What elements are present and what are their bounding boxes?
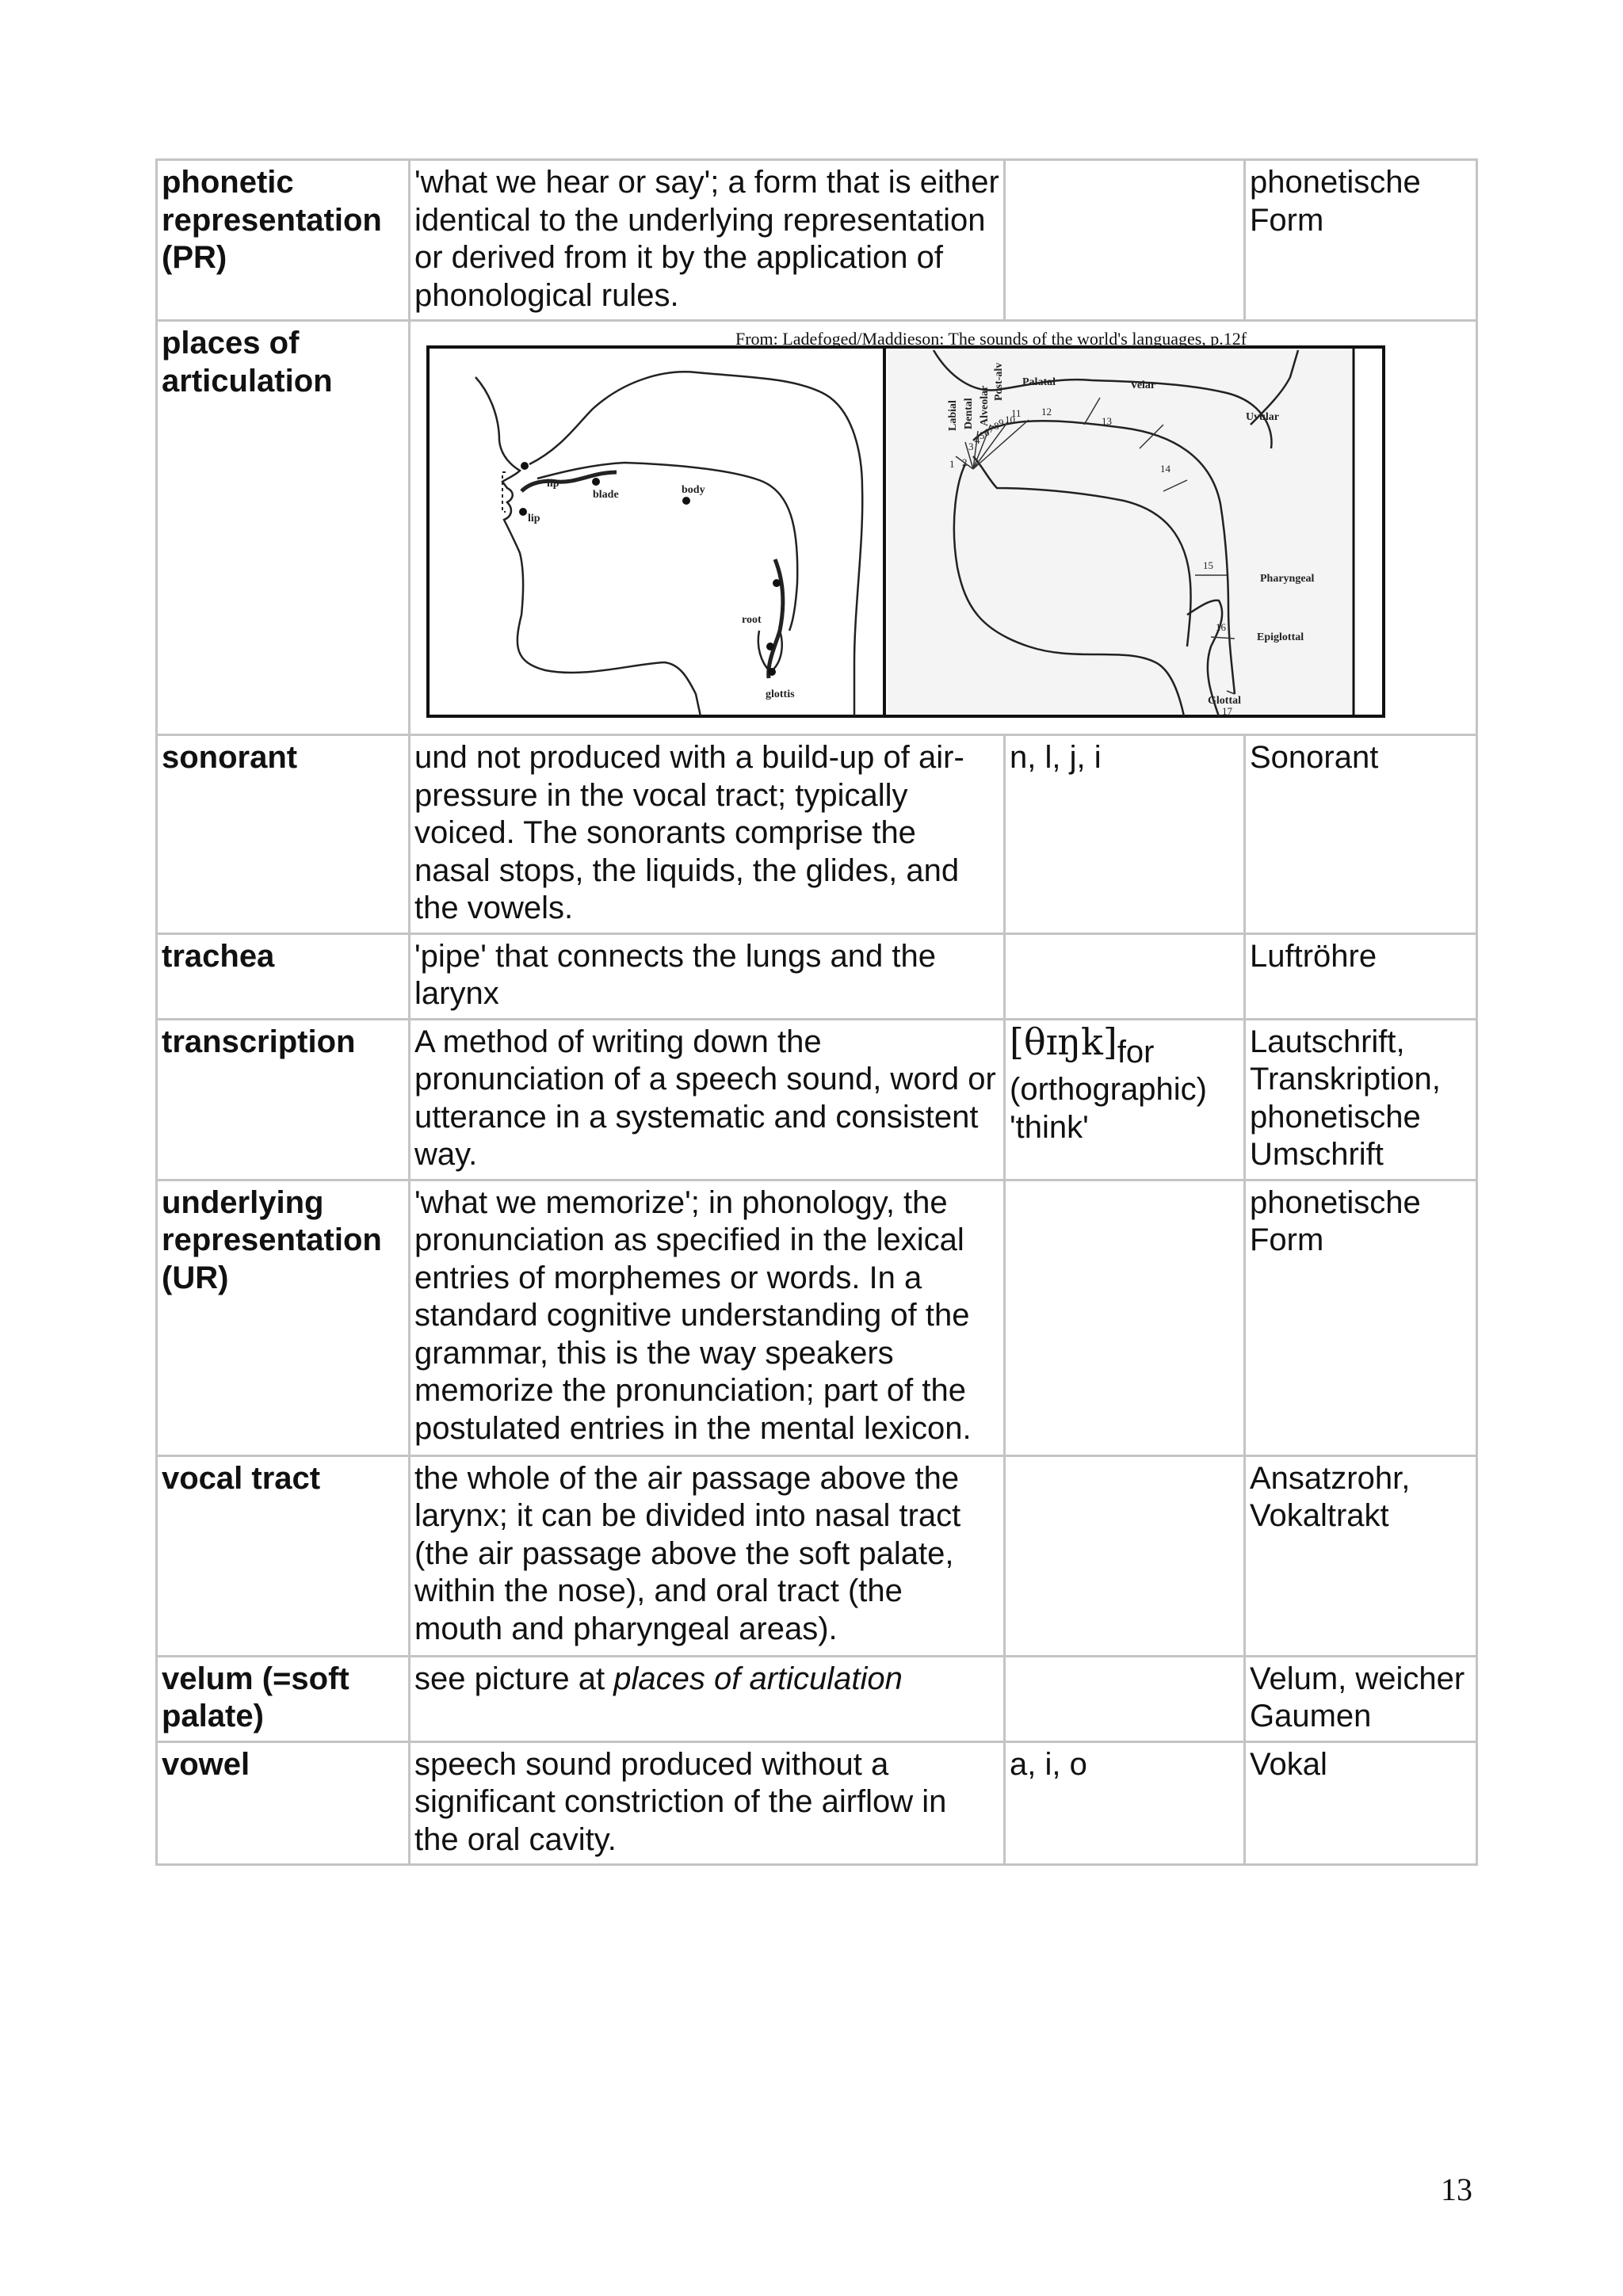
example-for: for [1117,1034,1155,1070]
figure-label: Palatal [1022,376,1056,388]
glossary-term: places of articulation [157,321,410,735]
glossary-term: underlying representation (UR) [157,1180,410,1455]
place-number: 3 [968,441,974,452]
glossary-example [1005,1019,1245,1180]
table-row [157,1656,1477,1741]
place-number: 11 [1011,407,1022,419]
glossary-definition [410,1656,1005,1741]
glossary-definition: 'what we memorize'; in phonology, the pronunciation as specified in the lexical entries of morphemes or words. In a standard cognitive understanding of the grammar, this is the way speakers memorize the pronunciation; part of the postulated entries in the mental lexicon. [410,1180,1005,1455]
figure-label: Labial [947,400,959,431]
definition-prefix: see picture at [414,1661,614,1696]
glossary-definition: speech sound produced without a significant constriction of the airflow in the oral cavity. [410,1741,1005,1865]
place-number: 7 [989,423,995,435]
glossary-table [155,158,1478,1866]
place-number: 16 [1216,621,1226,633]
table-row [157,735,1477,934]
glossary-definition: the whole of the air passage above the larynx; it can be divided into nasal tract (the air passage above the soft palate, within the nose), and oral tract (the mouth and pharyngeal areas). [410,1455,1005,1656]
lip-lower-dot [519,508,527,516]
table-row [157,1180,1477,1455]
glossary-definition: und not produced with a build-up of air-pressure in the vocal tract; typically voiced. The sonorants comprise the nasal stops, the liquids, the glides, and the vowels. [410,735,1005,934]
body-dot [682,497,690,505]
root-dot-lower [766,643,774,650]
figure-label: Alveolar [979,385,991,426]
place-number: 13 [1102,415,1112,427]
figure-label: glottis [766,688,795,700]
glossary-term: phonetic representation (PR) [157,160,410,321]
figure-label: blade [593,489,619,501]
place-number: 4 [975,434,980,446]
place-number: 15 [1203,559,1213,571]
glossary-german: phonetische Form [1245,160,1477,321]
glossary-german: Vokal [1245,1741,1477,1865]
table-row [157,1455,1477,1656]
glossary-example [1005,1656,1245,1741]
glossary-term: sonorant [157,735,410,934]
root-dot [773,579,781,587]
table-row [157,160,1477,321]
glossary-example [1005,1180,1245,1455]
glossary-german: phonetische Form [1245,1180,1477,1455]
glossary-term: velum (=soft palate) [157,1656,410,1741]
glossary-german: Sonorant [1245,735,1477,934]
figure-label: lip [528,513,540,524]
table-row [157,321,1477,735]
cross-reference: places of articulation [613,1661,903,1696]
glossary-term: transcription [157,1019,410,1180]
place-number: 9 [999,417,1004,429]
glossary-definition: 'pipe' that connects the lungs and the larynx [410,933,1005,1019]
example-orthographic: (orthographic) 'think' [1010,1072,1208,1145]
lip-upper-dot [521,462,529,470]
glossary-term: vocal tract [157,1455,410,1656]
place-number: 14 [1160,463,1170,475]
glossary-example: a, i, o [1005,1741,1245,1865]
figure-label: Uvular [1246,411,1279,423]
glossary-term: vowel [157,1741,410,1865]
glossary-german: Luftröhre [1245,933,1477,1019]
place-number: 8 [994,420,999,432]
places-of-articulation-figure-cell [410,321,1477,735]
place-number: 10 [1005,414,1015,425]
glossary-example [1005,1455,1245,1656]
blade-dot [592,478,600,486]
figure-label: Velar [1130,379,1156,391]
place-number: 12 [1041,406,1052,418]
figure-label: lip [547,478,559,490]
glossary-german: Velum, weicher Gaumen [1245,1656,1477,1741]
figure-label: root [742,614,762,626]
place-number: 17 [1222,705,1232,717]
glottis-dot [768,668,776,676]
left-head-profile [475,372,862,716]
figure-label: Glottal [1208,695,1241,707]
glossary-example [1005,160,1245,321]
glossary-german: Ansatzrohr, Vokaltrakt [1245,1455,1477,1656]
place-number: 5 [980,429,985,441]
figure-label: body [682,484,705,496]
ipa-transcription: [θɪŋk] [1010,1020,1117,1063]
glossary-definition: A method of writing down the pronunciation of a speech sound, word or utterance in a systematic and consistent way. [410,1019,1005,1180]
table-row [157,1741,1477,1865]
vocal-tract-diagram [426,345,1385,718]
page-number: 13 [1441,2172,1472,2207]
place-number: 1 [949,458,955,470]
figure-label: Post-alv [993,362,1005,401]
figure-label: Pharyngeal [1260,573,1315,585]
place-number: 2 [962,456,968,468]
glossary-german: Lautschrift, Transkription, phonetische Umschrift [1245,1019,1477,1180]
figure-caption: From: Ladefoged/Maddieson: The sounds of the world's languages, p.12f [735,329,1247,349]
figure-label: Dental [963,398,975,429]
glossary-term: trachea [157,933,410,1019]
table-row [157,933,1477,1019]
place-number: 6 [984,426,990,438]
glossary-definition: 'what we hear or say'; a form that is either identical to the underlying representation or derived from it by the application of phonological rules. [410,160,1005,321]
glossary-example [1005,933,1245,1019]
glossary-example: n, l, j, i [1005,735,1245,934]
table-row [157,1019,1477,1180]
figure-label: Epiglottal [1257,631,1304,643]
